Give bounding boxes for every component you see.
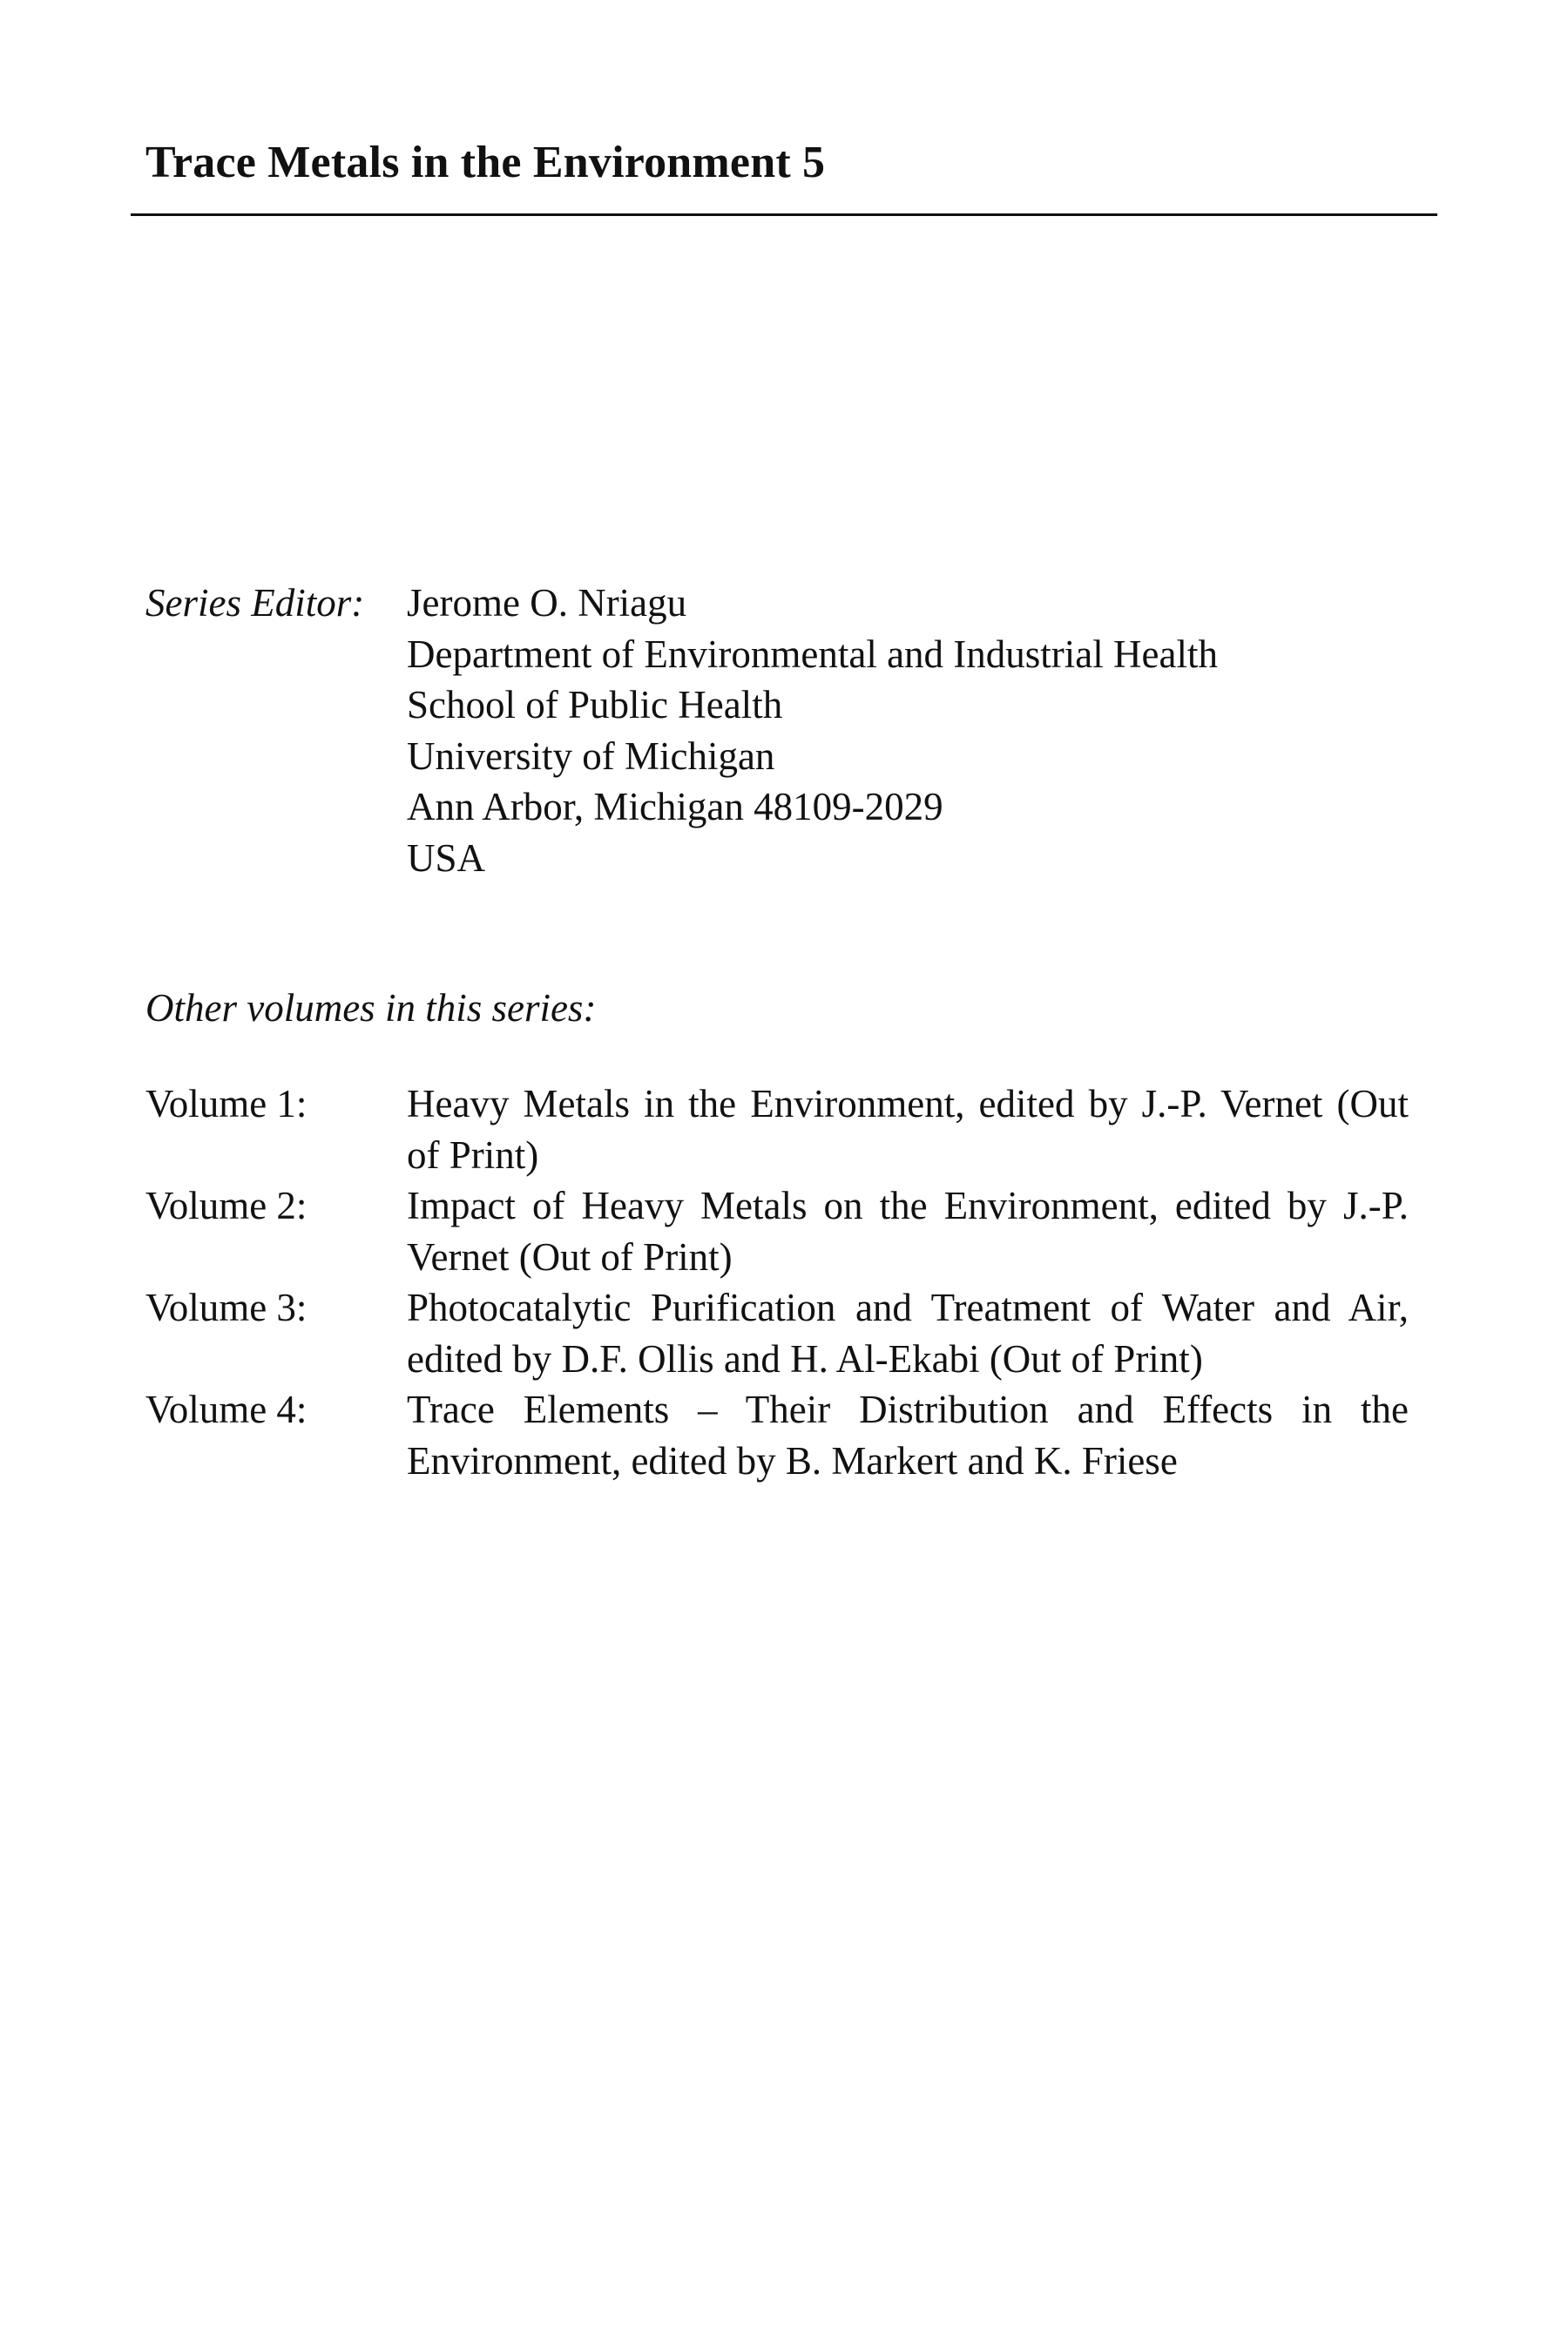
volume-description: Photocatalytic Purification and Treatment of Water and Air, edited by D.F. Ollis and H. Al-Ekabi (Out of Print)	[407, 1286, 1409, 1381]
volume-entry-4	[145, 1384, 1409, 1486]
editor-department: Department of Environmental and Industrial Health	[407, 632, 1218, 676]
series-editor-label: Series Editor:	[145, 581, 365, 625]
volume-entry-1	[145, 1078, 1409, 1180]
volume-label: Volume 4:	[145, 1388, 308, 1431]
volume-description: Impact of Heavy Metals on the Environment, edited by J.-P. Vernet (Out of Print)	[407, 1184, 1409, 1279]
other-volumes-heading: Other volumes in this series:	[145, 986, 597, 1030]
title-rule	[131, 213, 1437, 216]
editor-city: Ann Arbor, Michigan 48109-2029	[407, 785, 943, 828]
series-title: Trace Metals in the Environment 5	[145, 138, 826, 187]
editor-country: USA	[407, 835, 486, 880]
volume-label: Volume 2:	[145, 1184, 308, 1227]
volume-label: Volume 1:	[145, 1082, 308, 1125]
volume-entry-2	[145, 1180, 1409, 1282]
editor-university: University of Michigan	[407, 733, 775, 778]
volume-description: Heavy Metals in the Environment, edited by J.-P. Vernet (Out of Print)	[407, 1082, 1409, 1177]
volume-label: Volume 3:	[145, 1286, 308, 1329]
volume-entry-3	[145, 1282, 1409, 1384]
editor-name: Jerome O. Nriagu	[407, 581, 687, 625]
series-editor-block	[407, 578, 1218, 883]
editor-school: School of Public Health	[407, 683, 783, 727]
volume-description: Trace Elements – Their Distribution and Effects in the Environment, edited by B. Markert and K. Friese	[407, 1388, 1409, 1483]
volume-list	[145, 1078, 1409, 1486]
